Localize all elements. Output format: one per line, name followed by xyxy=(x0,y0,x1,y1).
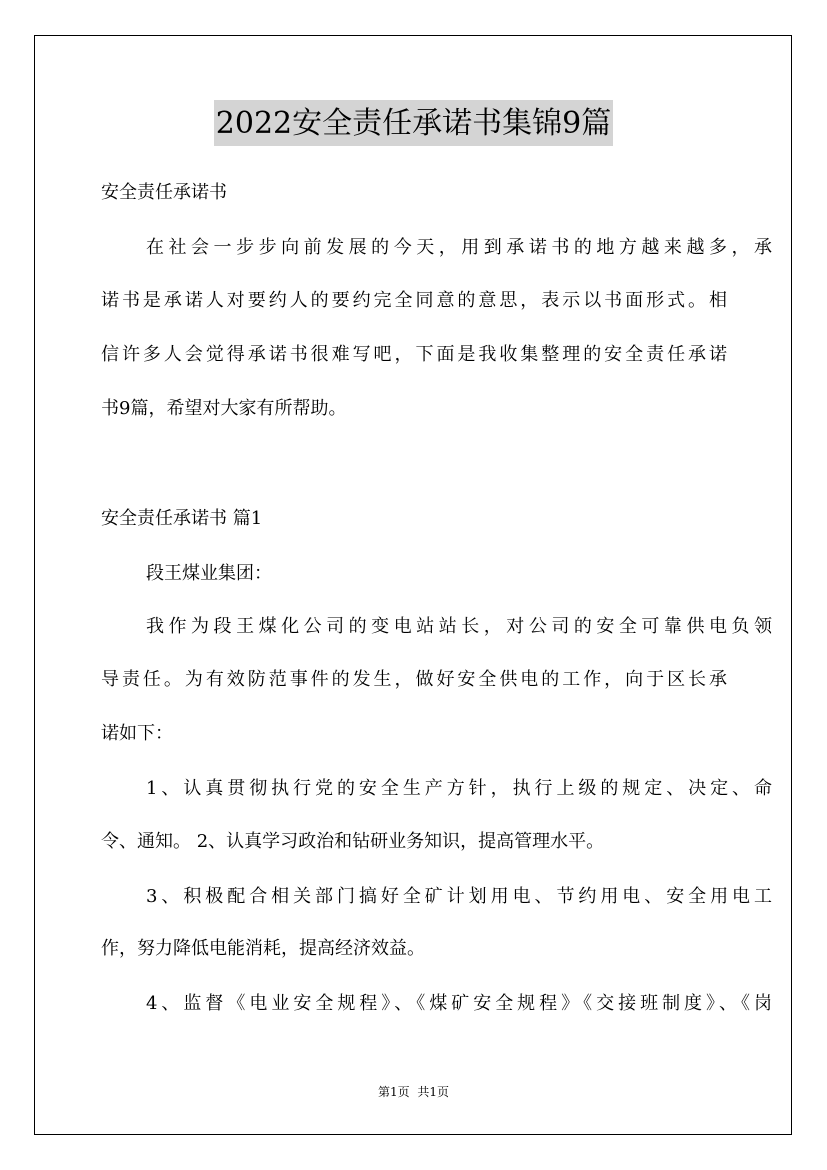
paragraph-line: 我作为段王煤化公司的变电站站长，对公司的安全可靠供电负领 xyxy=(146,616,772,637)
paragraph-line: 作，努力降低电能消耗，提高经济效益。 xyxy=(101,938,425,959)
paragraph-line: 诺如下： xyxy=(101,723,173,744)
page-footer xyxy=(0,1084,827,1100)
paragraph-line: 4、监督《电业安全规程》、《煤矿安全规程》《交接班制度》、《岗 xyxy=(146,993,772,1014)
paragraph-line: 导责任。为有效防范事件的发生，做好安全供电的工作，向于区长承 xyxy=(101,669,727,690)
paragraph-line: 信许多人会觉得承诺书很难写吧，下面是我收集整理的安全责任承诺 xyxy=(101,344,727,365)
paragraph-line: 1、认真贯彻执行党的安全生产方针，执行上级的规定、决定、命 xyxy=(146,778,772,799)
paragraph-line: 3、积极配合相关部门搞好全矿计划用电、节约用电、安全用电工 xyxy=(146,886,772,907)
part-heading: 安全责任承诺书 篇1 xyxy=(101,508,263,529)
section-heading: 安全责任承诺书 xyxy=(101,182,227,203)
paragraph-line: 书9篇，希望对大家有所帮助。 xyxy=(101,398,347,419)
title-container xyxy=(0,100,827,146)
paragraph-line: 在社会一步步向前发展的今天，用到承诺书的地方越来越多，承 xyxy=(146,237,772,258)
total-pages: 共1页 xyxy=(417,1085,449,1099)
page-number: 第1页 xyxy=(378,1085,410,1099)
paragraph-line: 令、通知。 2、认真学习政治和钻研业务知识，提高管理水平。 xyxy=(101,831,605,852)
salutation: 段王煤业集团： xyxy=(146,563,272,584)
document-title: 2022安全责任承诺书集锦9篇 xyxy=(214,100,613,146)
paragraph-line: 诺书是承诺人对要约人的要约完全同意的意思，表示以书面形式。相 xyxy=(101,290,727,311)
